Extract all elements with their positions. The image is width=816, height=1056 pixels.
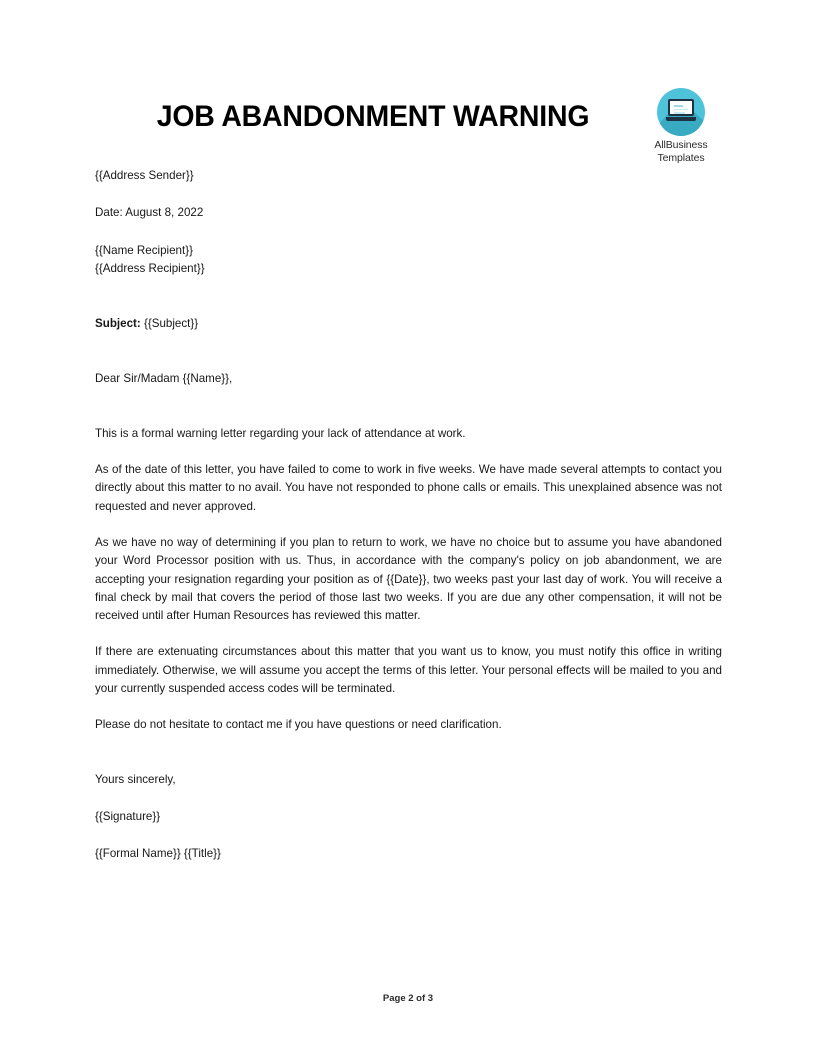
brand-line-1: AllBusiness [654,139,708,151]
brand-name [640,139,722,164]
brand-line-2: Templates [657,151,705,164]
date-line: Date: August 8, 2022 [95,206,204,220]
closing: Yours sincerely, [95,772,176,786]
screen-line [674,109,688,111]
address-recipient: {{Address Recipient}} [95,261,205,275]
body-paragraph-1: This is a formal warning letter regarding your lack of attendance at work. [95,426,466,440]
recipient-block [95,242,722,279]
body-paragraph-3: As we have no way of determining if you plan to return to work, we have no choice but to assume you have abandoned your Word Processor position with us. Thus, in accordance with the company's policy on job abandonment, we are accepting your resignation regarding your position as of {{Date}}, two weeks past your last day of work. You will receive a final check by mail that covers the period of those last two weeks. If you are due any other compensation, it will not be received until after Human Resources has reviewed this matter. [95,535,722,623]
spacer [95,789,722,808]
laptop-base [666,117,696,121]
spacer [95,826,722,845]
subject-label: Subject: [95,317,141,331]
laptop-glyph [666,99,696,125]
salutation: Dear Sir/Madam {{Name}}, [95,372,233,386]
body-paragraph-5: Please do not hesitate to contact me if you have questions or need clarification. [95,718,502,732]
spacer [95,443,722,461]
body-paragraph-2: As of the date of this letter, you have failed to come to work in five weeks. We have made several attempts to contact you directly about this matter to no avail. You have not responded to phone calls or emails. This unexplained absence was not requested and never approved. [95,463,722,513]
laptop-screen [668,99,694,116]
spacer [95,389,722,425]
page-footer: Page 2 of 3 [382,993,434,1004]
screen-line [674,112,685,114]
brand-logo [640,88,722,164]
subject-line [95,315,722,333]
address-sender: {{Address Sender}} [95,169,194,182]
body-paragraph-4: If there are extenuating circumstances about this matter that you want us to know, you must notify this office in writing immediately. Otherwise, we will assume you accept the terms of this letter. Your personal effects will be mailed to you and your currently suspended access codes will be terminated. [95,645,722,696]
letter-body [95,167,722,864]
spacer [95,278,722,315]
spacer [95,223,722,242]
screen-line [674,105,683,107]
name-recipient: {{Name Recipient}} [95,243,193,257]
subject-value: {{Subject}} [140,317,199,331]
spacer [95,516,722,534]
spacer [95,625,722,643]
spacer [95,735,722,771]
formal-name-title: {{Formal Name}} {{Title}} [95,847,221,861]
page-title: JOB ABANDONMENT WARNING [156,100,590,133]
spacer [95,698,722,716]
laptop-icon [657,88,705,136]
spacer [95,185,722,204]
spacer [95,333,722,370]
signature-placeholder: {{Signature}} [95,809,161,823]
